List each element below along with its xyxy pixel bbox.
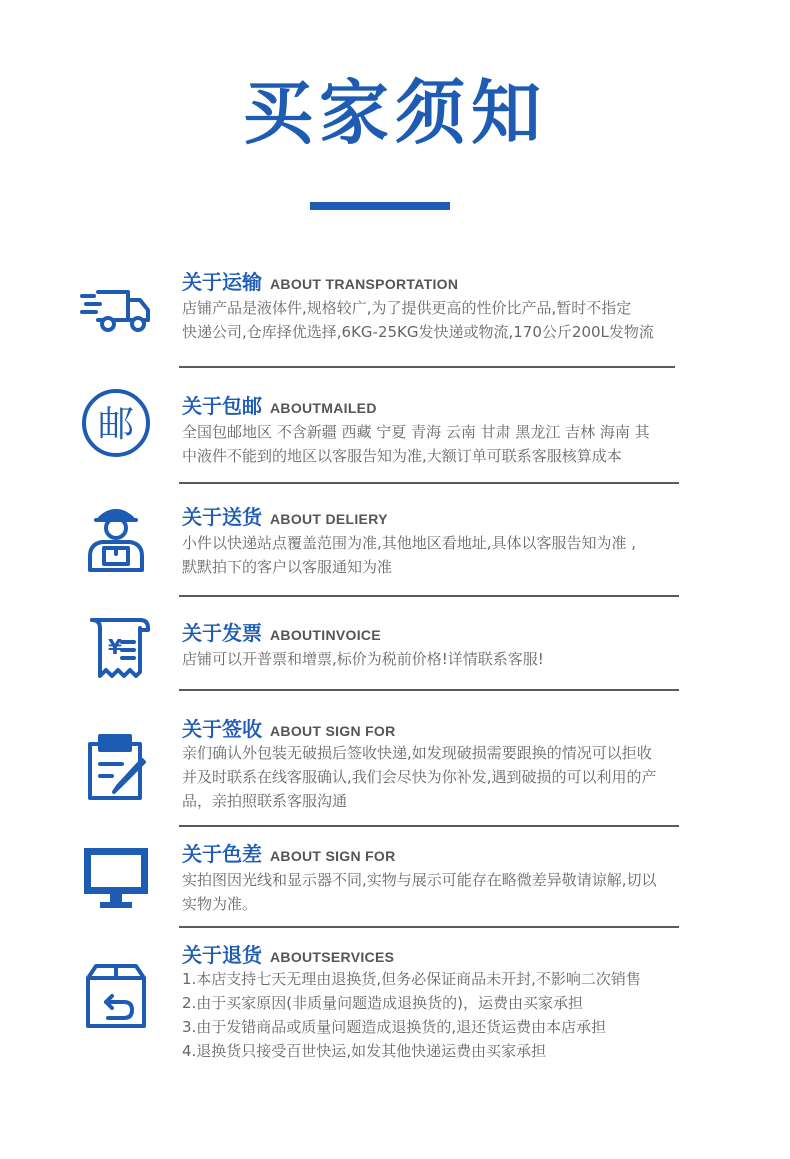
section-title: 关于退货: [182, 943, 262, 967]
section-divider: [179, 366, 675, 368]
section-subtitle: ABOUT TRANSPORTATION: [270, 276, 459, 292]
delivery-truck-icon: [78, 270, 154, 346]
section-title: 关于运输: [182, 270, 262, 294]
mail-stamp-glyph: 邮: [97, 404, 135, 445]
body-line: 1.本店支持七天无理由退换货,但务必保证商品未开封,不影响二次销售: [182, 970, 641, 988]
section-title: 关于送货: [182, 505, 262, 529]
body-line: 亲们确认外包装无破损后签收快递,如发现破损需要跟换的情况可以拒收: [182, 744, 652, 762]
body-line: 实物为准。: [182, 895, 258, 913]
section-divider: [179, 926, 679, 928]
section-subtitle: ABOUTMAILED: [270, 400, 377, 416]
body-line: 中液件不能到的地区以客服告知为准,大额订单可联系客服核算成本: [182, 447, 622, 465]
body-line: 小件以快递站点覆盖范围为准,其他地区看地址,具体以客服告知为准 ,: [182, 534, 637, 552]
monitor-icon: [78, 840, 154, 916]
section-subtitle: ABOUTINVOICE: [270, 627, 381, 643]
page-title: 买家须知: [243, 72, 547, 154]
body-line: 4.退换货只接受百世快运,如发其他快递运费由买家承担: [182, 1042, 547, 1060]
return-box-icon: [78, 958, 154, 1034]
body-line: 实拍图因光线和显示器不同,实物与展示可能存在略微差异敬请谅解,切以: [182, 871, 657, 889]
clipboard-sign-icon: [78, 728, 154, 804]
invoice-yen-glyph: ¥: [108, 635, 122, 659]
body-line: 2.由于买家原因(非质量问题造成退换货的)，运费由买家承担: [182, 994, 584, 1012]
body-line: 并及时联系在线客服确认,我们会尽快为你补发,遇到破损的可以利用的产: [182, 768, 657, 786]
section-divider: [179, 689, 679, 691]
section-subtitle: ABOUT SIGN FOR: [270, 723, 396, 739]
body-line: 默默拍下的客户以客服通知为准: [182, 558, 393, 576]
mail-stamp-icon: [78, 385, 154, 461]
section-divider: [179, 595, 679, 597]
body-line: 全国包邮地区 不含新疆 西藏 宁夏 青海 云南 甘肃 黑龙江 吉林 海南 其: [182, 423, 650, 441]
section-title: 关于签收: [182, 717, 262, 741]
section-divider: [179, 825, 679, 827]
section-title: 关于发票: [182, 621, 262, 645]
body-line: 快递公司,仓库择优选择,6KG-25KG发快递或物流,170公斤200L发物流: [182, 323, 654, 341]
title-underline: [310, 202, 450, 210]
invoice-receipt-icon: [78, 612, 154, 688]
section-subtitle: ABOUT SIGN FOR: [270, 848, 396, 864]
section-divider: [179, 482, 679, 484]
courier-icon: [78, 500, 154, 576]
body-line: 店铺可以开普票和增票,标价为税前价格!详情联系客服!: [182, 650, 544, 668]
section-subtitle: ABOUTSERVICES: [270, 949, 395, 965]
section-title: 关于色差: [182, 842, 262, 866]
body-line: 品，亲拍照联系客服沟通: [182, 792, 348, 810]
section-subtitle: ABOUT DELIERY: [270, 511, 388, 527]
body-line: 店铺产品是液体件,规格较广,为了提供更高的性价比产品,暂时不指定: [182, 299, 632, 317]
body-line: 3.由于发错商品或质量问题造成退换货的,退还货运费由本店承担: [182, 1018, 607, 1036]
section-title: 关于包邮: [182, 394, 262, 418]
